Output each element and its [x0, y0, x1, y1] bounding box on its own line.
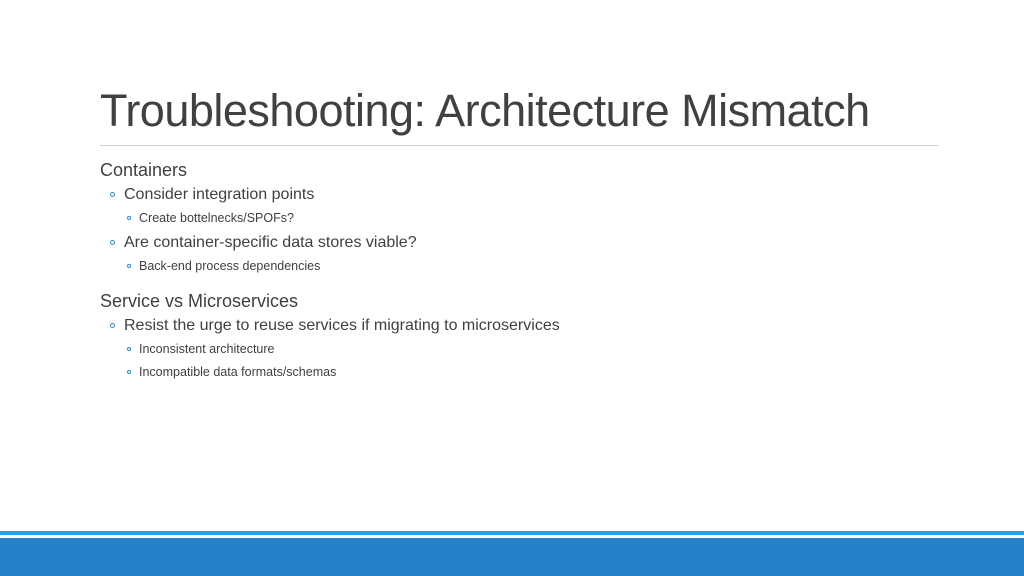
bullet-text: Consider integration points [124, 186, 315, 203]
circle-bullet-icon [127, 216, 131, 220]
section-heading: Service vs Microservices [100, 291, 299, 311]
bullet-point [100, 231, 940, 255]
circle-bullet-icon [127, 347, 131, 351]
bullet-text: Resist the urge to reuse services if migrating to microservices [124, 317, 560, 334]
bullet-point [100, 314, 940, 338]
section-containers [100, 158, 940, 277]
section-heading: Containers [100, 160, 188, 180]
circle-bullet-icon [110, 240, 115, 245]
sub-bullet-text: Back-end process dependencies [139, 259, 321, 273]
sub-bullet-point [100, 256, 940, 277]
sub-bullet-text: Inconsistent architecture [139, 342, 275, 356]
sub-bullet-point [100, 339, 940, 360]
slide-content [100, 158, 940, 385]
footer-bar [0, 538, 1024, 576]
sub-bullet-text: Create bottelnecks/SPOFs? [139, 211, 294, 225]
circle-bullet-icon [127, 370, 131, 374]
section-service-vs-microservices [100, 289, 940, 383]
circle-bullet-icon [110, 192, 115, 197]
bullet-text: Are container-specific data stores viable? [124, 234, 417, 251]
title-divider [100, 145, 938, 146]
circle-bullet-icon [127, 264, 131, 268]
circle-bullet-icon [110, 323, 115, 328]
sub-bullet-text: Incompatible data formats/schemas [139, 365, 337, 379]
sub-bullet-point [100, 362, 940, 383]
footer-accent-line [0, 531, 1024, 535]
slide-title: Troubleshooting: Architecture Mismatch [100, 85, 870, 136]
sub-bullet-point [100, 208, 940, 229]
bullet-point [100, 183, 940, 207]
